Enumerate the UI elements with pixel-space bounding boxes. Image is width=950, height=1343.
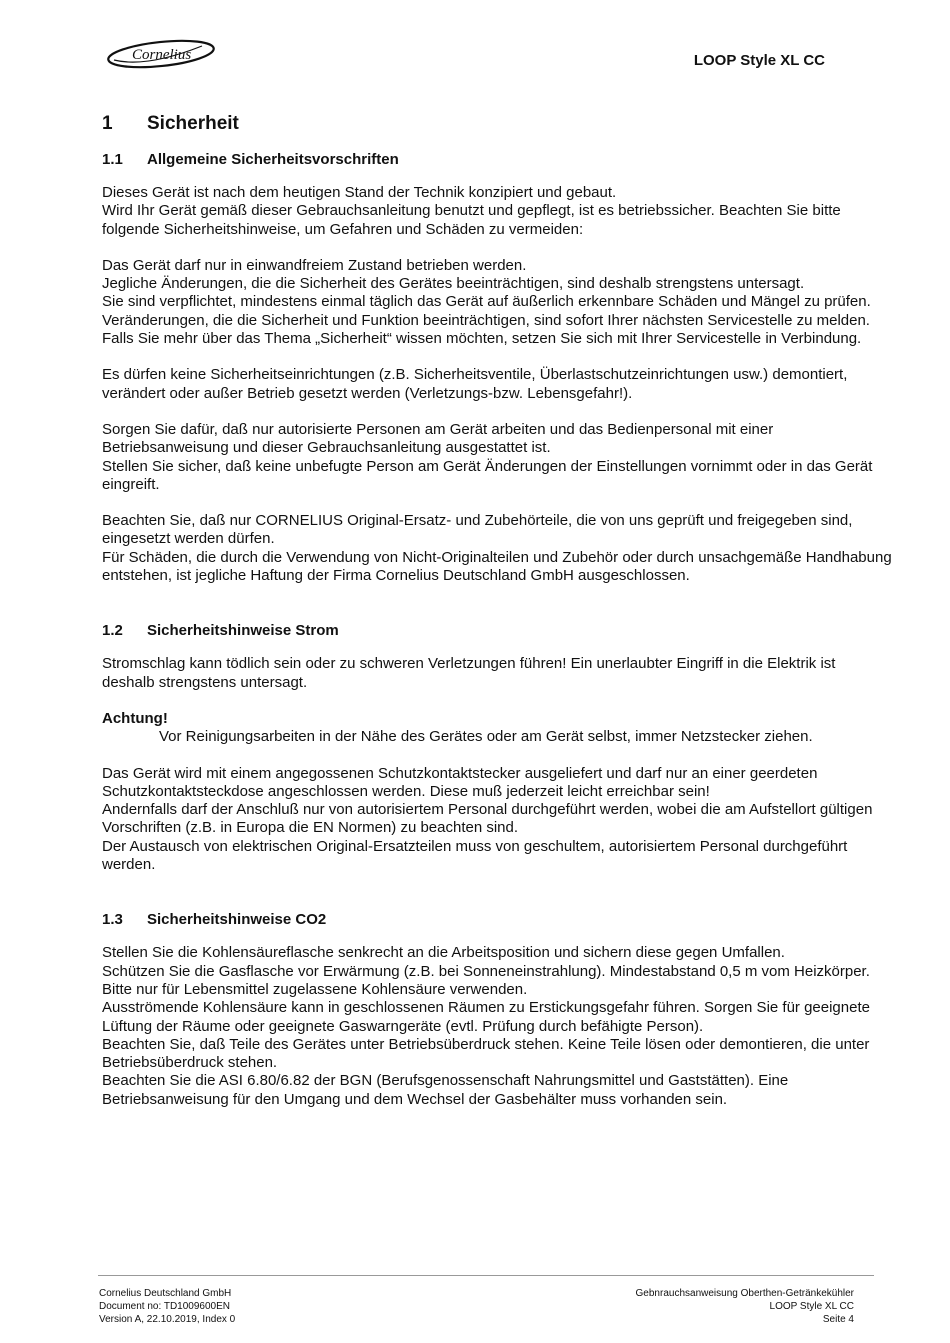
paragraph: Stellen Sie die Kohlensäureflasche senkrecht an die Arbeitsposition und sichern diese gegen Umfallen. [102, 944, 785, 962]
footer-divider [98, 1275, 874, 1276]
paragraph: Stellen Sie sicher, daß keine unbefugte Person am Gerät Änderungen der Einstellungen vornimmt oder in das Gerät eingreift. [102, 457, 873, 493]
paragraph: Sorgen Sie dafür, daß nur autorisierte Personen am Gerät arbeiten und das Bedienpersonal mit einer Betriebsanweisung und dieser Gebrauchsanleitung ausgestattet ist. [102, 420, 774, 457]
subsection-heading-1-2: 1.2 Sicherheitshinweise Strom [102, 622, 339, 640]
paragraph: Es dürfen keine Sicherheitseinrichtungen (z.B. Sicherheitsventile, Überlastschutzeinrichtungen usw.) demontiert, verändert oder außer Betrieb gesetzt werden (Verletzungs-bzw. Lebensgefahr!). [102, 366, 848, 402]
paragraph: Das Gerät wird mit einem angegossenen Schutzkontaktstecker ausgeliefert und darf nur an einer geerdeten Schutzkontaktsteckdose angeschlossen werden. Diese muß jederzeit leicht erreichbar sein! [102, 764, 818, 800]
footer-document-number: Document no: TD1009600EN [99, 1301, 231, 1312]
paragraph: Das Gerät darf nur in einwandfreiem Zustand betrieben werden. [102, 256, 527, 274]
cornelius-logo [106, 38, 216, 70]
footer-manual-title: Gebnrauchsanweisung Oberthen-Getränkekühler [635, 1288, 854, 1299]
footer-right [636, 1287, 854, 1326]
header-document-title: LOOP Style XL CC [693, 52, 825, 69]
paragraph: Der Austausch von elektrischen Original-Ersatzteilen muss von geschultem, autorisiertem Personal durchgeführt werden. [102, 837, 848, 874]
subsection-heading-1-1: 1.1 Allgemeine Sicherheitsvorschriften [102, 151, 399, 168]
subsection-heading-1-3: 1.3 Sicherheitshinweise CO2 [102, 911, 327, 929]
footer-company: Cornelius Deutschland GmbH [99, 1288, 232, 1299]
paragraph: Beachten Sie die ASI 6.80/6.82 der BGN (Berufsgenossenschaft Nahrungsmittel und Gaststätten). Eine Betriebsanweisung für den Umgang und dem Wechsel der Gasbehälter muss vorhanden sein. [102, 1072, 789, 1108]
footer-product: LOOP Style XL CC [769, 1301, 854, 1312]
section-heading: 1 Sicherheit [102, 113, 239, 134]
paragraph: Dieses Gerät ist nach dem heutigen Stand der Technik konzipiert und gebaut. [102, 184, 617, 201]
paragraph: Beachten Sie, daß nur CORNELIUS Original-Ersatz- und Zubehörteile, die von uns geprüft und freigegeben sind, eingesetzt werden dürfen. [102, 512, 853, 548]
paragraph: Schützen Sie die Gasflasche vor Erwärmung (z.B. bei Sonneneinstrahlung). Mindestabstand 0,5 m vom Heizkörper. Bitte nur für Lebensmittel zugelassene Kohlensäure verwenden. [102, 962, 870, 998]
paragraph: Sie sind verpflichtet, mindestens einmal täglich das Gerät auf äußerlich erkennbare Schäden und Mängel zu prüfen. Veränderungen, die die Sicherheit und Funktion beeinträchtigen, sind sofort Ihrer nächsten Servicestelle zu melden. Falls Sie mehr über das Thema „Sicherheit“ wissen möchten, setzen Sie sich mit Ihrer Servicestelle in Verbindung. [102, 293, 871, 348]
footer-left [99, 1287, 235, 1326]
warning-title: Achtung! [102, 709, 168, 727]
warning-text: Vor Reinigungsarbeiten in der Nähe des Gerätes oder am Gerät selbst, immer Netzstecker ziehen. [159, 728, 813, 746]
svg-text:Cornelius: Cornelius [132, 47, 192, 63]
paragraph: Ausströmende Kohlensäure kann in geschlossenen Räumen zu Erstickungsgefahr führen. Sorgen Sie für geeignete Lüftung der Räume oder geeignete Gaswarngeräte (evtl. Prüfung durch befähigte Person). [102, 999, 870, 1035]
main-content [102, 112, 892, 1109]
paragraph: Stromschlag kann tödlich sein oder zu schweren Verletzungen führen! Ein unerlaubter Eingriff in die Elektrik ist deshalb strengstens untersagt. [102, 655, 836, 691]
footer-page-number: Seite 4 [822, 1314, 854, 1325]
paragraph: Beachten Sie, daß Teile des Gerätes unter Betriebsüberdruck stehen. Keine Teile lösen oder demontieren, die unter Betriebsüberdruck stehen. [102, 1035, 870, 1072]
paragraph: Jegliche Änderungen, die die Sicherheit des Gerätes beeinträchtigen, sind deshalb strengstens untersagt. [102, 275, 805, 293]
footer-version: Version A, 22.10.2019, Index 0 [99, 1314, 236, 1325]
paragraph: Andernfalls darf der Anschluß nur von autorisiertem Personal durchgeführt werden, wobei die am Aufstellort gültigen Vorschriften (z.B. in Europa die EN Normen) zu beachten sind. [102, 801, 873, 837]
paragraph: Wird Ihr Gerät gemäß dieser Gebrauchsanleitung benutzt und gepflegt, ist es betriebssicher. Beachten Sie bitte folgende Sicherheitshinweise, um Gefahren und Schäden zu vermeiden: [102, 202, 841, 238]
paragraph: Für Schäden, die durch die Verwendung von Nicht-Originalteilen und Zubehör oder durch unsachgemäße Handhabung entstehen, ist jegliche Haftung der Firma Cornelius Deutschland GmbH ausgeschlossen. [102, 548, 892, 585]
